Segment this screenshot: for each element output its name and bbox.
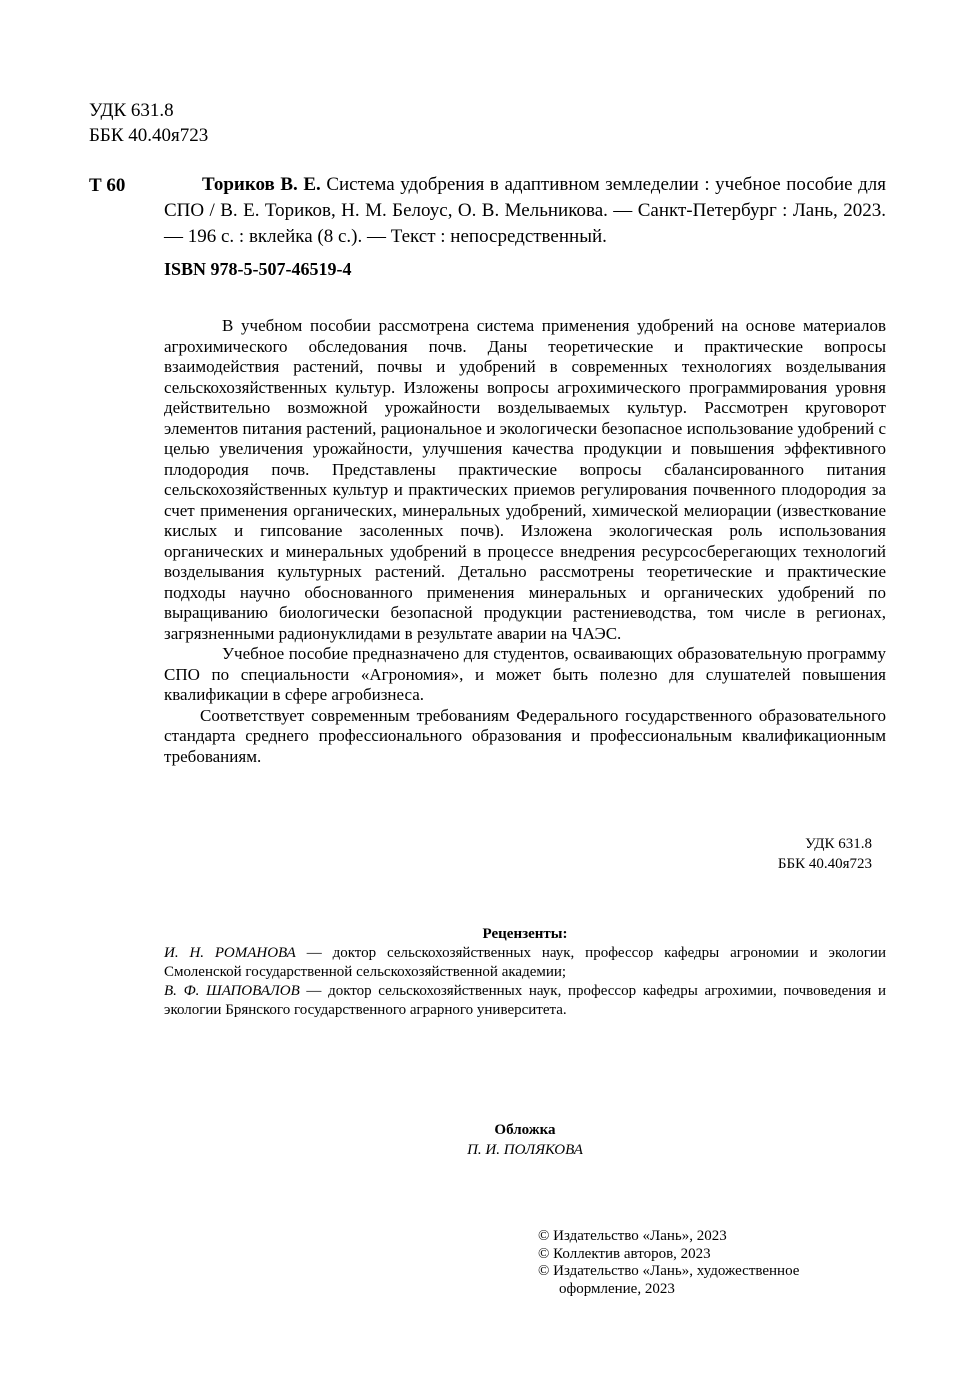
reviewer-2 <box>164 982 886 1020</box>
copyright-line-3: © Издательство «Лань», художественное <box>538 1263 800 1279</box>
reviewer-1-name: И. Н. РОМАНОВА <box>164 945 296 961</box>
bbk-code-right: ББК 40.40я723 <box>777 856 872 872</box>
reviewer-1 <box>164 944 886 982</box>
udk-code-right: УДК 631.8 <box>805 836 872 852</box>
abstract-paragraph-2: Учебное пособие предназначено для студентов, осваивающих образовательную программу СПО по специальности «Агрономия», и может быть полезно для слушателей повышения квалификации в сфере агробизнеса. <box>164 644 886 704</box>
copyright-line-1: © Издательство «Лань», 2023 <box>538 1228 727 1244</box>
abstract-paragraph-3: Соответствует современным требованиям Федерального государственного образовательного стандарта среднего профессионального образования и профессиональным квалификационным требованиям. <box>164 705 886 766</box>
abstract-paragraph-1: В учебном пособии рассмотрена система применения удобрений на основе материалов агрохимического обследования почв. Даны теоретические и практические вопросы взаимодействия растений, почвы и удобрений в современных технологиях возделывания сельскохозяйственных культур. Изложены вопросы агрохимического программирования уровня действительно возможной урожайности возделываемых культур. Рассмотрен круговорот элементов питания растений, рациональное и экологически безопасное использование удобрений с целью увеличения урожайности, улучшения качества продукции и повышения эффективного плодородия почв. Представлены практические вопросы сбалансированного питания сельскохозяйственных культур и практических приемов регулирования почвенного плодородия за счет применения органических, минеральных удобрений, химической мелиорации (известкование кислых и гипсование засоленных почв). Изложена экологическая роль использования органических и минеральных удобрений в процессе внедрения ресурсосберегающих технологий возделывания культурных растений. Детально рассмотрены теоретические и практические подходы научно обоснованного применения минеральных и органических удобрений по выращиванию биологически безопасной продукции растениеводства, том числе в регионах, загрязненными радионуклидами в результате аварии на ЧАЭС. <box>164 316 886 643</box>
cover-title: Обложка <box>494 1122 556 1138</box>
isbn: ISBN 978-5-507-46519-4 <box>164 259 352 279</box>
udk-code: УДК 631.8 <box>89 100 174 121</box>
bibliographic-record <box>164 172 886 250</box>
reviewer-1-text: — доктор сельскохозяйственных наук, профессор кафедры агрономии и экологии Смоленской государственной сельскохозяйственной академии; <box>164 945 886 980</box>
udk-bbk-right <box>778 834 872 874</box>
reviewers-title: Рецензенты: <box>482 926 568 942</box>
udk-bbk-header <box>89 98 208 148</box>
reviewer-2-text: — доктор сельскохозяйственных наук, профессор кафедры агрохимии, почвоведения и экологии Брянского государственного аграрного университета. <box>164 983 886 1018</box>
biblio-author: Ториков В. Е. <box>202 174 321 195</box>
copyright-line-2: © Коллектив авторов, 2023 <box>538 1245 711 1262</box>
reviewers-list <box>164 944 886 1020</box>
copyright-block <box>538 1228 799 1298</box>
biblio-text: Система удобрения в адаптивном земледелии : учебное пособие для СПО / В. Е. Ториков, Н. М. Белоус, О. В. Мельникова. — Санкт-Петербург : Лань, 2023. — 196 с. : вклейка (8 с.). — Текст : непосредственный. <box>164 174 887 247</box>
abstract <box>164 316 886 767</box>
copyright-line-4: оформление, 2023 <box>559 1280 675 1297</box>
reviewer-2-name: В. Ф. ШАПОВАЛОВ <box>164 983 300 999</box>
bbk-code: ББК 40.40я723 <box>89 125 209 146</box>
author-mark: Т 60 <box>89 175 126 196</box>
cover-designer: П. И. ПОЛЯКОВА <box>467 1142 583 1158</box>
